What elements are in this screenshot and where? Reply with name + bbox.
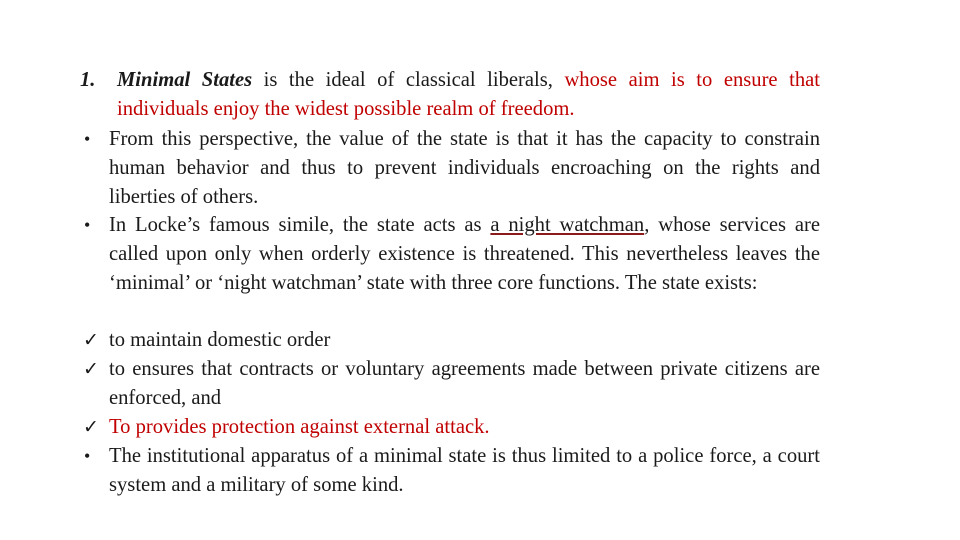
check-item-1	[80, 326, 820, 355]
bullet-2-text-before: In Locke’s famous simile, the state acts as	[109, 214, 491, 236]
checkmark-icon: ✓	[83, 359, 99, 380]
bullet-item-2	[80, 211, 820, 298]
checkmark-icon: ✓	[83, 330, 99, 351]
minimal-states-term: Minimal States	[117, 69, 253, 91]
check-3-text: To provides protection against external attack.	[109, 416, 490, 438]
numbered-item-1	[80, 66, 820, 124]
check-item-3	[80, 413, 820, 442]
check-2-text: to ensures that contracts or voluntary agreements made between private citizens are enforced, and	[109, 358, 820, 409]
item-1-highlight-text: whose aim is to ensure that individuals enjoy the widest possible realm of freedom.	[117, 69, 820, 120]
item-1-plain-text: is the ideal of classical liberals,	[252, 69, 565, 91]
item-number: 1.	[80, 69, 96, 91]
bullet-item-3	[80, 442, 820, 500]
night-watchman-underlined: a night watchman	[490, 214, 645, 236]
item-1-text	[80, 66, 820, 124]
bullet-2-text-after: , whose services are called upon only when orderly existence is threatened. This nevertheless leaves the ‘minimal’ or ‘night watchman’ state with three core functions. The state exists:	[109, 214, 820, 294]
bullet-icon: •	[84, 129, 91, 149]
bullet-icon: •	[84, 446, 91, 466]
check-item-2	[80, 355, 820, 413]
bullet-1-text: From this perspective, the value of the state is that it has the capacity to constrain human behavior and thus to prevent individuals encroaching on the rights and liberties of others.	[109, 128, 820, 208]
bullet-icon: •	[84, 215, 91, 235]
check-1-text: to maintain domestic order	[109, 329, 331, 351]
checkmark-icon: ✓	[83, 417, 99, 438]
bullet-2-text	[80, 211, 820, 298]
bullet-3-text: The institutional apparatus of a minimal state is thus limited to a police force, a court system and a military of some kind.	[109, 445, 820, 496]
bullet-item-1	[80, 125, 820, 212]
